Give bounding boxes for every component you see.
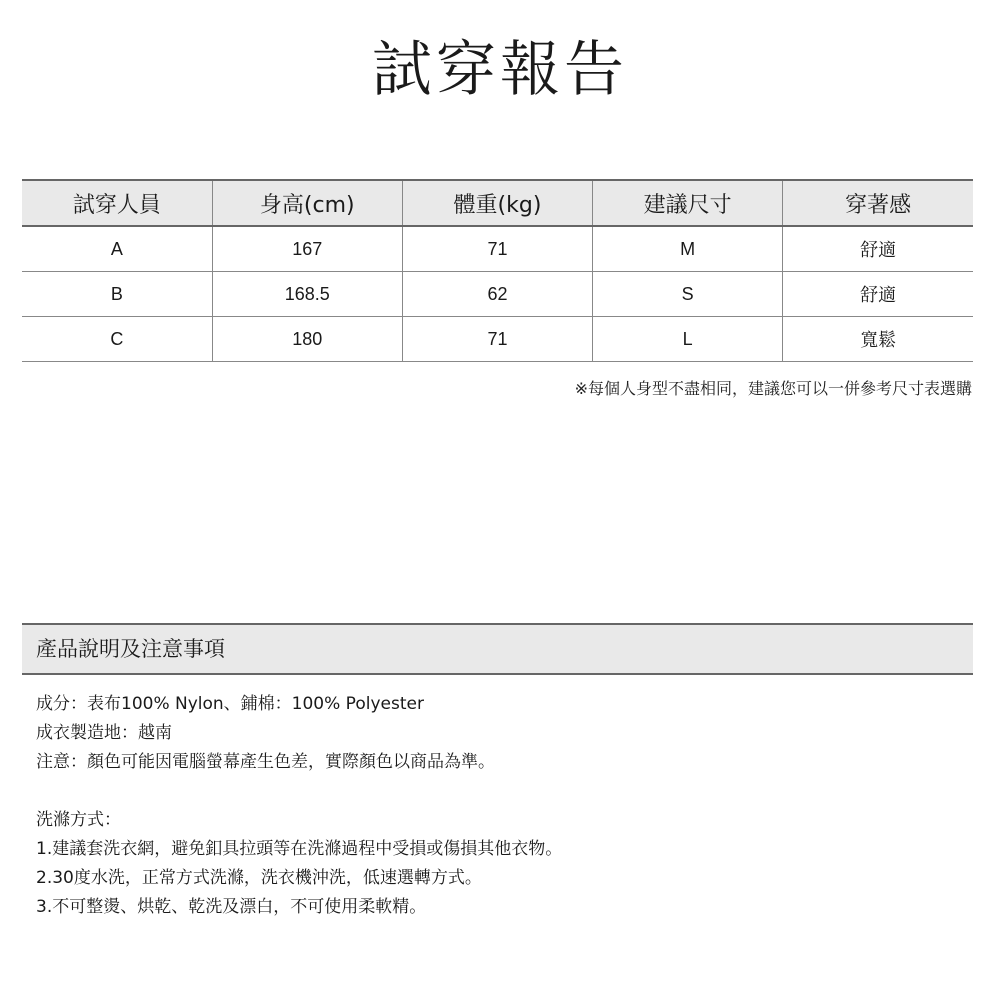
table-header-row bbox=[22, 180, 973, 226]
cell-size: S bbox=[593, 272, 783, 317]
wash-item: 1.建議套洗衣網，避免釦具拉頭等在洗滌過程中受損或傷損其他衣物。 bbox=[36, 839, 563, 859]
table-row bbox=[22, 226, 973, 272]
product-section-header bbox=[22, 623, 973, 675]
column-header-fit: 穿著感 bbox=[783, 180, 973, 226]
cell-weight: 71 bbox=[402, 226, 592, 272]
cell-height: 180 bbox=[212, 317, 402, 362]
cell-size: L bbox=[593, 317, 783, 362]
product-details bbox=[36, 690, 966, 922]
column-header-height: 身高(cm) bbox=[212, 180, 402, 226]
cell-height: 168.5 bbox=[212, 272, 402, 317]
column-header-tester: 試穿人員 bbox=[22, 180, 212, 226]
wash-title: 洗滌方式： bbox=[36, 810, 121, 830]
cell-tester: A bbox=[22, 226, 212, 272]
cell-tester: C bbox=[22, 317, 212, 362]
cell-size: M bbox=[593, 226, 783, 272]
origin-line: 成衣製造地：越南 bbox=[36, 723, 172, 743]
cell-height: 167 bbox=[212, 226, 402, 272]
cell-fit: 寬鬆 bbox=[783, 317, 973, 362]
wash-item: 3.不可整燙、烘乾、乾洗及漂白，不可使用柔軟精。 bbox=[36, 897, 427, 917]
table-row bbox=[22, 272, 973, 317]
size-note: ※每個人身型不盡相同，建議您可以一併參考尺寸表選購 bbox=[574, 379, 972, 398]
caution-line: 注意：顏色可能因電腦螢幕產生色差，實際顏色以商品為準。 bbox=[36, 752, 495, 772]
fitting-table bbox=[22, 179, 973, 362]
column-header-size: 建議尺寸 bbox=[593, 180, 783, 226]
cell-fit: 舒適 bbox=[783, 226, 973, 272]
table-row bbox=[22, 317, 973, 362]
page-title: 試穿報告 bbox=[372, 35, 628, 105]
cell-weight: 62 bbox=[402, 272, 592, 317]
cell-fit: 舒適 bbox=[783, 272, 973, 317]
section-title: 產品說明及注意事項 bbox=[36, 637, 225, 661]
material-line: 成分：表布100% Nylon、鋪棉：100% Polyester bbox=[36, 694, 424, 714]
wash-item: 2.30度水洗，正常方式洗滌，洗衣機沖洗，低速選轉方式。 bbox=[36, 868, 482, 888]
column-header-weight: 體重(kg) bbox=[402, 180, 592, 226]
cell-tester: B bbox=[22, 272, 212, 317]
cell-weight: 71 bbox=[402, 317, 592, 362]
